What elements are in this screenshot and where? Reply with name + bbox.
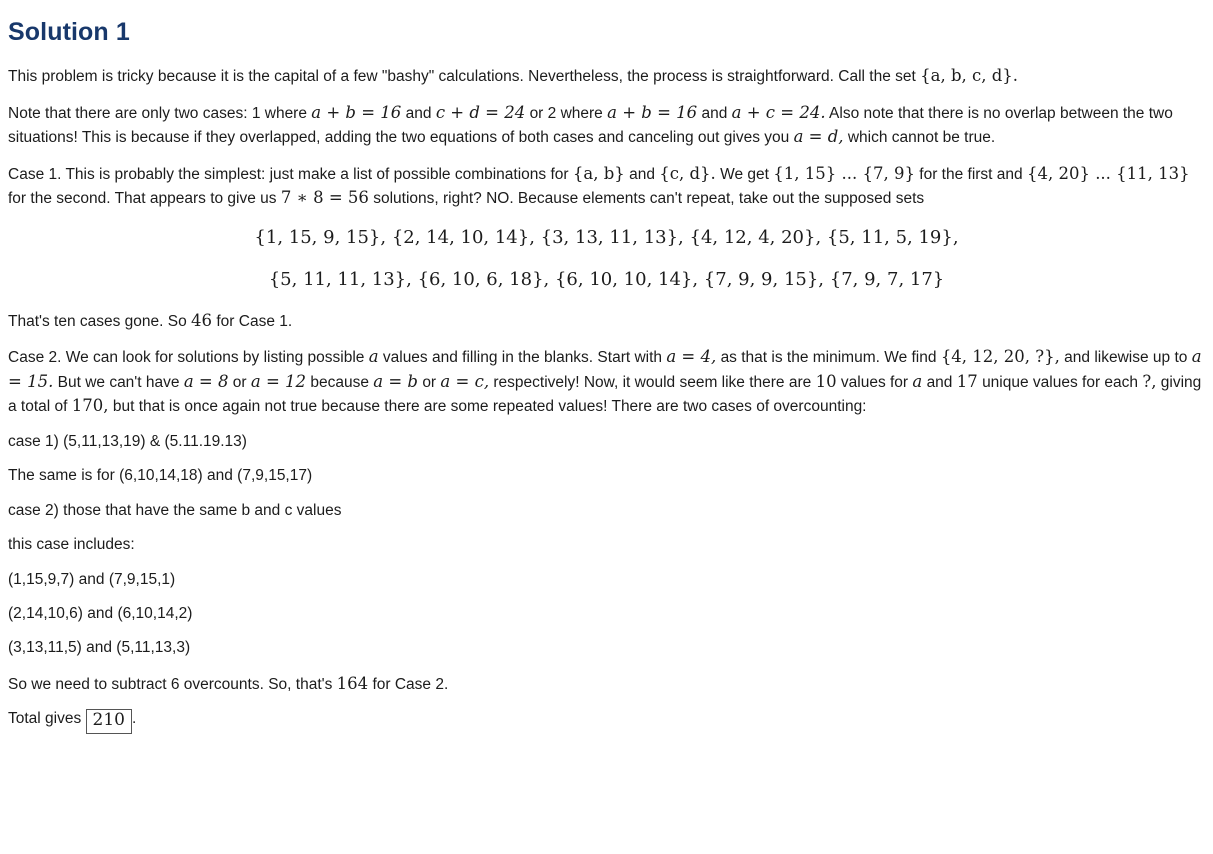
paragraph-total [8,708,1205,734]
count-17: 17 [956,371,978,391]
paragraph-case-2-result [8,672,1205,696]
case1-result-a: That's ten cases gone. So [8,312,187,330]
overcount-case-2: case 2) those that have the same b and c values [8,501,342,519]
case2-h: or [422,373,437,391]
equation-a-plus-b-16: a + b = 16 [311,102,402,122]
case2-n: but that is once again not true because there are some repeated values! There are two cases of overcounting: [112,398,867,416]
case2-f: or [232,373,247,391]
case2-g: because [310,373,369,391]
case2-d: and likewise up to [1064,349,1188,367]
case2-result-a: So we need to subtract 6 overcounts. So, that's [8,675,333,693]
intro-text: This problem is tricky because it is the capital of a few "bashy" calculations. Nevertheless, the process is straightforward. Call the set [8,68,916,86]
equation-a-equals-d: a = d, [793,127,844,147]
var-a-2: a [912,371,923,391]
var-a-1: a [368,347,379,367]
equation-a-equals-4: a = 4, [666,347,717,367]
case1-f: solutions, right? NO. Because elements can't repeat, take out the supposed sets [373,190,925,208]
display-equation-row-1 [8,225,1205,251]
paragraph-case-1-result [8,309,1205,333]
case2-m: giving a total of [8,373,1202,416]
cases-note-b: and [405,104,432,122]
equation-a-equals-12: a = 12 [250,371,307,391]
excluded-sets-line-1: {1, 15, 9, 15}, {2, 14, 10, 14}, {3, 13, 11, 13}, {4, 12, 4, 20}, {5, 11, 5, 19}, [254,226,959,248]
paragraph-case-2 [8,345,1205,418]
cases-note-f: which cannot be true. [847,129,996,147]
equation-a-equals-b: a = b [373,371,418,391]
overcount-case-1: case 1) (5,11,13,19) & (5.11.19.13) [8,432,247,450]
case1-e: for the second. That appears to give us [8,190,277,208]
overcount-case-1-same: The same is for (6,10,14,18) and (7,9,15,17) [8,467,313,485]
case1-a: Case 1. This is probably the simplest: just make a list of possible combinations for [8,165,569,183]
total-answer-box: 210 [86,709,132,734]
cases-note-a: Note that there are only two cases: 1 where [8,104,307,122]
case2-i: respectively! Now, it would seem like there are [493,373,812,391]
overcount-pair-3: (3,13,11,5) and (5,11,13,3) [8,639,191,657]
set-ab: {a, b} [572,163,625,183]
total-period: . [132,710,137,728]
set-4-12-20: {4, 12, 20, ?}, [940,347,1060,367]
case2-count: 164 [336,673,369,693]
equation-c-plus-d-24: c + d = 24 [435,102,526,122]
range-second: {4, 20} ... {11, 13} [1026,163,1190,183]
case2-l: unique values for each [982,373,1139,391]
case2-c: as that is the minimum. We find [720,349,937,367]
overcount-pair-1: (1,15,9,7) and (7,9,15,1) [8,570,176,588]
paragraph-intro [8,64,1205,88]
excluded-sets-line-2: {5, 11, 11, 13}, {6, 10, 6, 18}, {6, 10, 10, 14}, {7, 9, 9, 15}, {7, 9, 7, 17} [268,268,945,290]
case2-result-b: for Case 2. [372,675,449,693]
intro-set: {a, b, c, d}. [920,66,1019,86]
paragraph-case-1 [8,162,1205,211]
equation-a-plus-b-16-second: a + b = 16 [607,102,698,122]
count-170: 170, [71,396,109,416]
set-cd: {c, d}. [659,163,716,183]
case2-k: and [926,373,953,391]
case1-result-b: for Case 1. [216,312,293,330]
question-mark-var: ?, [1142,371,1157,391]
case2-e: But we can't have [57,373,180,391]
overcount-pair-2: (2,14,10,6) and (6,10,14,2) [8,605,193,622]
case2-j: values for [840,373,909,391]
equation-a-plus-c-24: a + c = 24. [731,102,826,122]
case1-count: 46 [191,310,213,330]
case2-a: Case 2. We can look for solutions by listing possible [8,349,365,367]
page-title: Solution 1 [8,18,130,46]
case1-b: and [629,165,655,183]
cases-note-d: and [701,104,728,122]
case1-d: for the first and [919,165,1023,183]
cases-note-c: or 2 where [529,104,603,122]
range-first: {1, 15} ... {7, 9} [773,163,915,183]
overcount-case-2-includes: this case includes: [8,536,135,554]
equation-7-times-8: 7 ∗ 8 = 56 [280,188,369,208]
total-label: Total gives [8,710,82,728]
display-equation-row-2 [8,267,1205,293]
count-10: 10 [815,371,837,391]
cases-note-e: Also note that there is no overlap between the two situations! This is because if they overlapped, adding the two equations of both cases and canceling out gives you [8,104,1173,147]
equation-a-equals-15: a = 15. [8,347,1202,391]
case1-c: We get [720,165,769,183]
equation-a-equals-8: a = 8 [183,371,229,391]
paragraph-cases-note [8,101,1205,150]
case2-b: values and filling in the blanks. Start with [382,349,663,367]
equation-a-equals-c: a = c, [440,371,490,391]
